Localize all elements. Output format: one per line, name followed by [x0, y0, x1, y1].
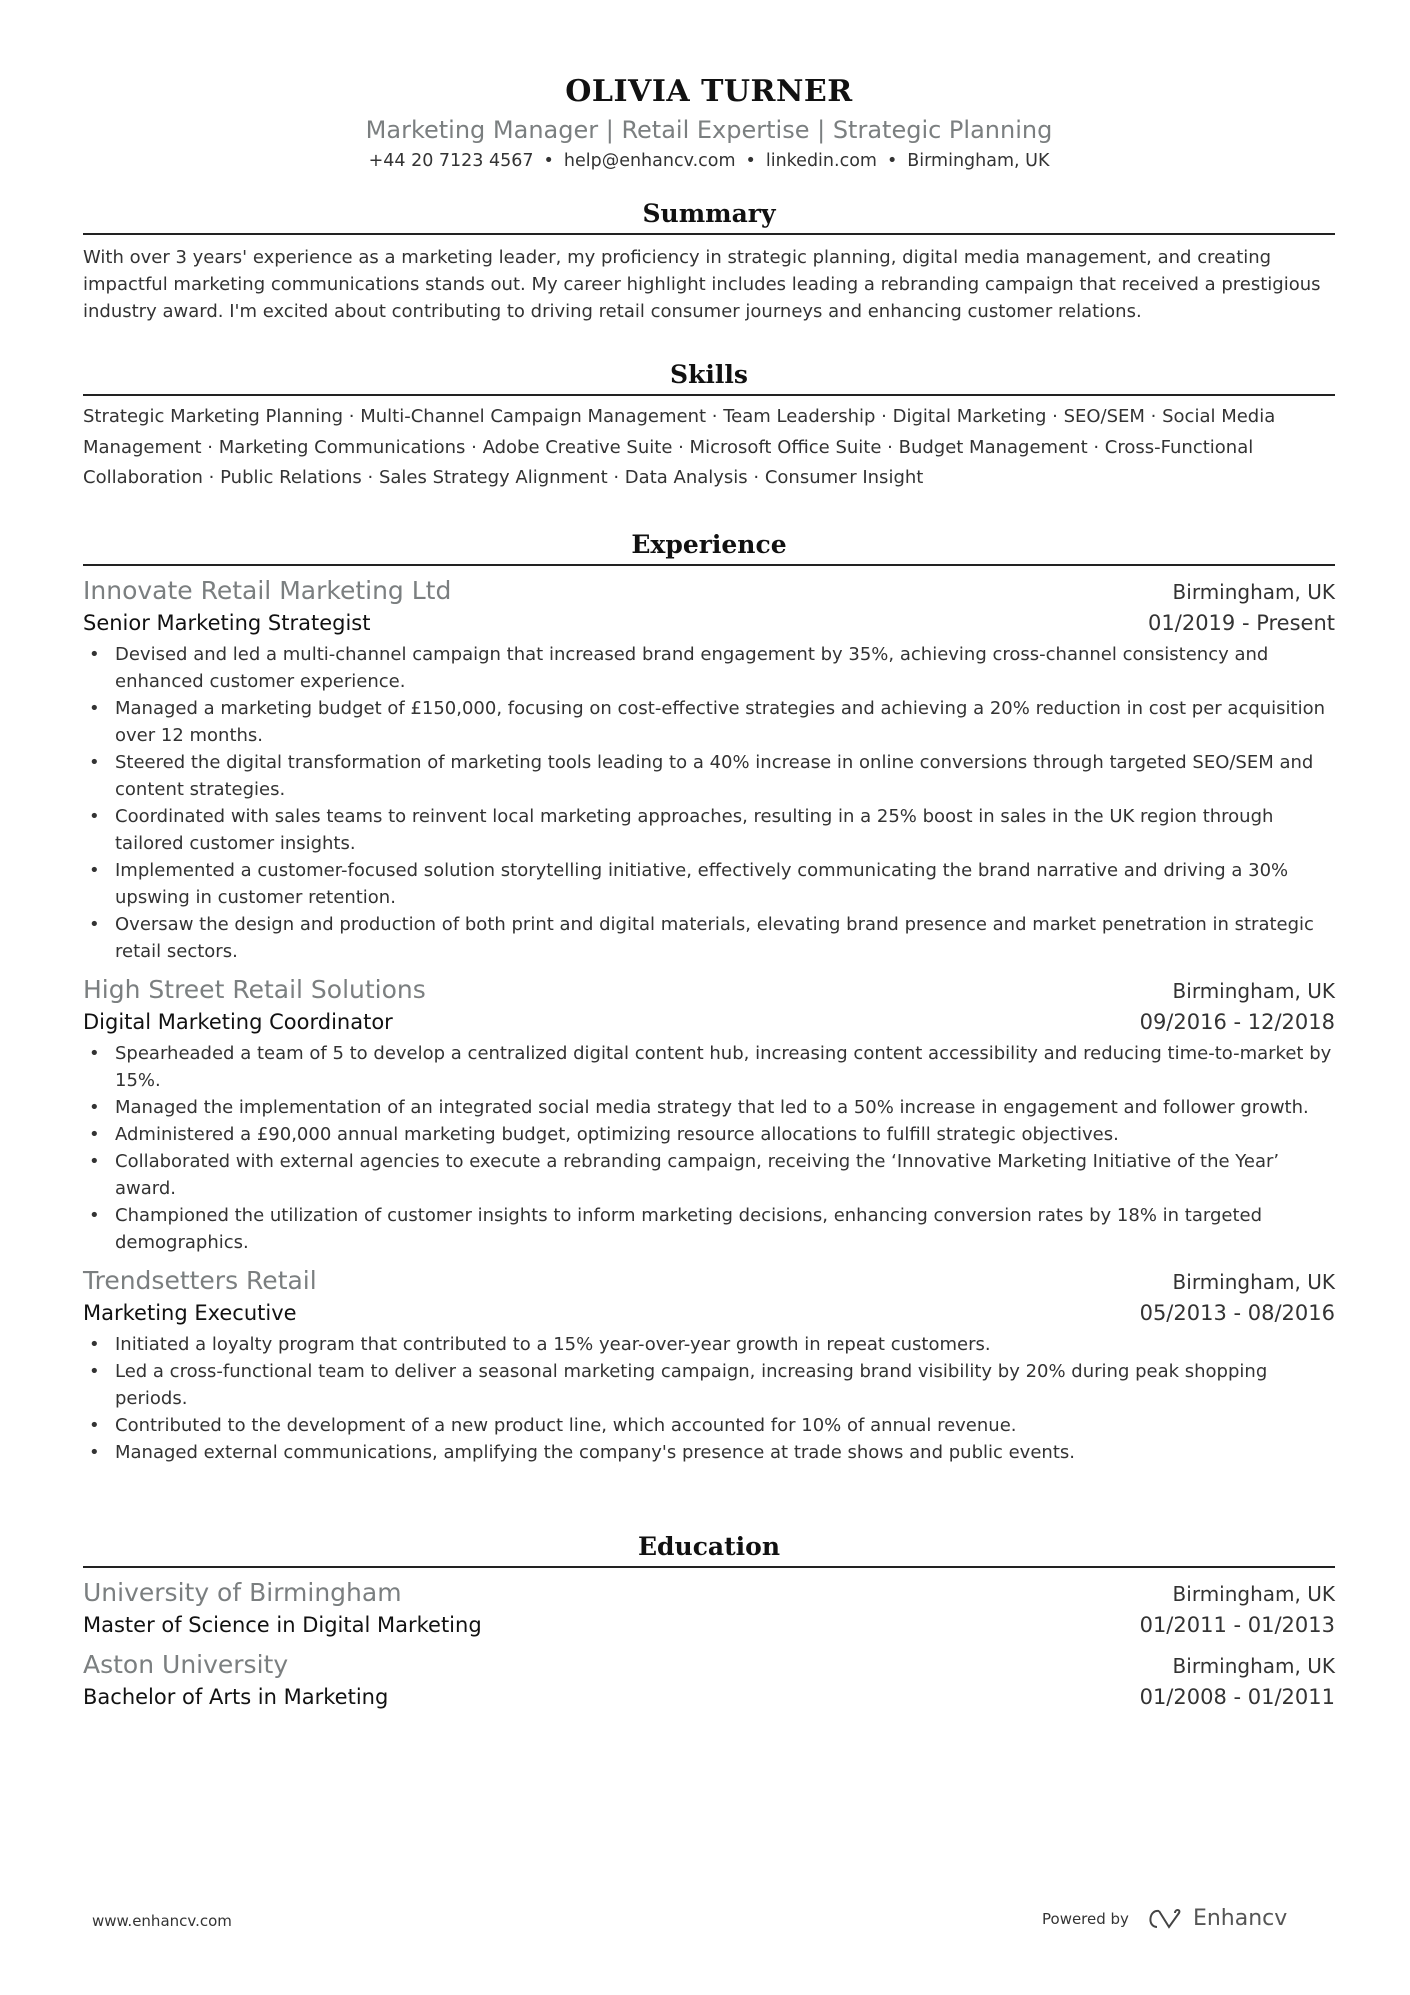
job-location: Birmingham, UK [1172, 979, 1335, 1003]
school-location: Birmingham, UK [1172, 1654, 1335, 1678]
bullet-item: • Initiated a loyalty program that contributed to a 15% year-over-year growth in repeat customers. [83, 1331, 1335, 1358]
bullet-item: • Managed a marketing budget of £150,000, focusing on cost-effective strategies and achieving a 20% reduction in cost per acquisition over 12 months. [83, 695, 1335, 749]
separator-dot: • [543, 151, 554, 171]
experience-entry [83, 574, 1335, 965]
company-name: Innovate Retail Marketing Ltd [83, 576, 452, 605]
phone: +44 20 7123 4567 [368, 151, 534, 171]
bullet-item: • Administered a £90,000 annual marketing budget, optimizing resource allocations to fulfill strategic objectives. [83, 1121, 1335, 1148]
bullet-list [83, 1331, 1335, 1466]
school-name: University of Birmingham [83, 1578, 402, 1607]
school-location: Birmingham, UK [1172, 1582, 1335, 1606]
bullet-item: • Steered the digital transformation of marketing tools leading to a 40% increase in online conversions through targeted SEO/SEM and content strategies. [83, 749, 1335, 803]
bullet-item: • Devised and led a multi-channel campaign that increased brand engagement by 35%, achieving cross-channel consistency and enhanced customer experience. [83, 641, 1335, 695]
summary-text: With over 3 years' experience as a marketing leader, my proficiency in strategic planning, digital media management, and creating impactful marketing communications stands out. My career highlight includes leading a rebranding campaign that received a prestigious industry award. I'm excited about contributing to driving retail consumer journeys and enhancing customer relations. [83, 247, 1321, 322]
section-heading: Education [637, 1532, 781, 1561]
candidate-name: OLIVIA TURNER [565, 74, 853, 109]
skills-list: Strategic Marketing Planning · Multi-Channel Campaign Management · Team Leadership · Digital Marketing · SEO/SEM · Social Media Management · Marketing Communications · Adobe Creative Suite · Microsoft Office Suite · Budget Management · Cross-Functional Collaboration · Public Relations · Sales Strategy Alignment · Data Analysis · Consumer Insight [83, 406, 1276, 488]
education-entry [83, 1648, 1335, 1712]
bullet-item: • Implemented a customer-focused solution storytelling initiative, effectively communicating the brand narrative and driving a 30% upswing in customer retention. [83, 857, 1335, 911]
job-role: Digital Marketing Coordinator [83, 1010, 393, 1034]
degree: Bachelor of Arts in Marketing [83, 1685, 389, 1709]
enhancv-logo-icon [1145, 1907, 1185, 1931]
bullet-list [83, 1040, 1335, 1256]
job-dates: 09/2016 - 12/2018 [1139, 1010, 1335, 1034]
job-dates: 01/2019 - Present [1148, 611, 1335, 635]
footer-branding [1042, 1906, 1287, 1931]
experience-section [83, 526, 1335, 1466]
bullet-item: • Oversaw the design and production of both print and digital materials, elevating brand presence and market penetration in strategic retail sectors. [83, 911, 1335, 965]
section-divider [83, 394, 1335, 396]
section-heading: Experience [631, 530, 787, 559]
education-dates: 01/2011 - 01/2013 [1139, 1613, 1335, 1637]
enhancv-logo [1145, 1906, 1287, 1931]
bullet-list [83, 641, 1335, 965]
separator-dot: • [886, 151, 898, 171]
bullet-item: • Contributed to the development of a new product line, which accounted for 10% of annual revenue. [83, 1412, 1335, 1439]
bullet-item: • Coordinated with sales teams to reinvent local marketing approaches, resulting in a 25% boost in sales in the UK region through tailored customer insights. [83, 803, 1335, 857]
brand-name: Enhancv [1192, 1906, 1288, 1931]
separator-dot: • [745, 151, 756, 171]
bullet-item: • Collaborated with external agencies to execute a rebranding campaign, receiving the ‘Innovative Marketing Initiative of the Year’ award. [83, 1148, 1335, 1202]
contact-line [83, 151, 1335, 171]
job-dates: 05/2013 - 08/2016 [1139, 1301, 1335, 1325]
job-location: Birmingham, UK [1172, 580, 1335, 604]
footer-website[interactable]: www.enhancv.com [92, 1912, 232, 1930]
education-section [83, 1528, 1335, 1712]
job-location: Birmingham, UK [1172, 1270, 1335, 1294]
education-dates: 01/2008 - 01/2011 [1139, 1685, 1335, 1709]
candidate-title: Marketing Manager | Retail Expertise | Strategic Planning [365, 116, 1053, 144]
degree: Master of Science in Digital Marketing [83, 1613, 482, 1637]
company-name: High Street Retail Solutions [83, 975, 426, 1004]
school-name: Aston University [83, 1650, 289, 1679]
email-link[interactable]: help@enhancv.com [563, 151, 736, 171]
powered-by-label: Powered by [1042, 1909, 1129, 1928]
linkedin-link[interactable]: linkedin.com [765, 151, 877, 171]
skills-section [83, 356, 1335, 494]
company-name: Trendsetters Retail [83, 1266, 317, 1295]
bullet-item: • Managed the implementation of an integrated social media strategy that led to a 50% increase in engagement and follower growth. [83, 1094, 1335, 1121]
bullet-item: • Spearheaded a team of 5 to develop a centralized digital content hub, increasing content accessibility and reducing time-to-market by 15%. [83, 1040, 1335, 1094]
education-entry [83, 1576, 1335, 1640]
bullet-item: • Managed external communications, amplifying the company's presence at trade shows and public events. [83, 1439, 1335, 1466]
section-divider [83, 1566, 1335, 1568]
job-role: Marketing Executive [83, 1301, 297, 1325]
bullet-item: • Championed the utilization of customer insights to inform marketing decisions, enhancing conversion rates by 18% in targeted demographics. [83, 1202, 1335, 1256]
job-role: Senior Marketing Strategist [83, 611, 371, 635]
experience-entry [83, 1264, 1335, 1466]
section-heading: Summary [642, 199, 776, 228]
bullet-item: • Led a cross-functional team to deliver a seasonal marketing campaign, increasing brand visibility by 20% during peak shopping periods. [83, 1358, 1335, 1412]
experience-entry [83, 973, 1335, 1256]
section-divider [83, 233, 1335, 235]
section-heading: Skills [670, 360, 748, 389]
section-divider [83, 564, 1335, 566]
summary-section [83, 195, 1335, 325]
location: Birmingham, UK [907, 151, 1050, 171]
